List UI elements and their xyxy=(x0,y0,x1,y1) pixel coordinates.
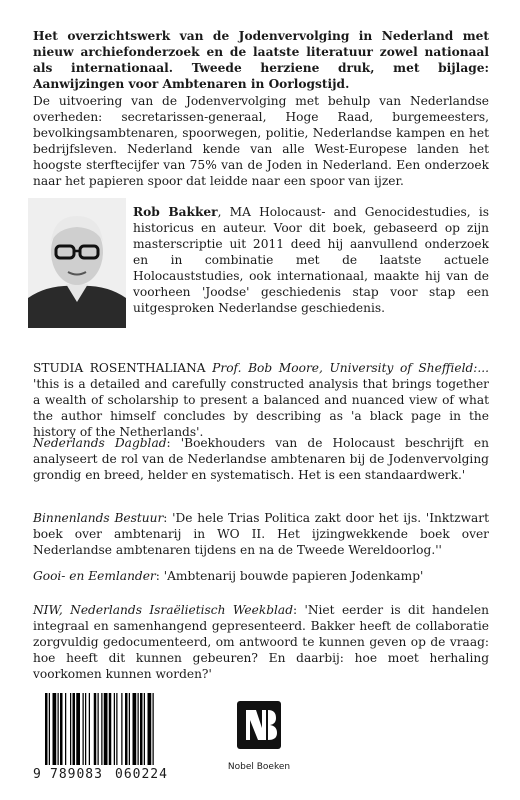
barcode-bar xyxy=(73,693,76,765)
review-quote xyxy=(33,510,489,558)
barcode-bar xyxy=(70,693,71,765)
barcode-bar xyxy=(53,693,57,765)
barcode-bar xyxy=(133,693,137,765)
barcode-bar xyxy=(101,693,102,765)
intro-paragraph: Het overzichtswerk van de Jodenvervolging in Nederland met nieuw archiefonderzoek en de laatste literatuur zowel nationaal als internationaal. Tweede herziene druk, met bijlage: Aanwijzingen voor Ambtenaren in Oorlogstijd. xyxy=(33,29,489,91)
barcode-bar xyxy=(116,693,117,765)
review-text: : 'De hele Trias Politica zakt door het ijs. 'Inktzwart boek over ambtenarij in WO II. Het ijzingwekkende boek over Nederlandse ambtenaren tijdens en na de Tweede Wereldoorlog.'' xyxy=(33,511,489,557)
barcode-bar xyxy=(98,693,99,765)
barcode-bar xyxy=(89,693,90,765)
review-text: : 'Boekhouders van de Holocaust beschrijft en analyseert de rol van de Nederlandse ambtenaren bij de Jodenvervolging grondig en breed, helder en systematisch. Het is een standaardwerk.' xyxy=(33,436,489,482)
barcode-bar xyxy=(60,693,63,765)
barcode-bar xyxy=(85,693,86,765)
review-source: NIW, Nederlands Israëlietisch Weekblad xyxy=(33,603,293,617)
barcode-bar xyxy=(138,693,139,765)
publisher-logo xyxy=(223,700,295,784)
barcode-bar xyxy=(153,693,154,765)
review-source: Nederlands Dagblad xyxy=(33,436,167,450)
isbn-group-left: 789083 xyxy=(50,767,103,782)
isbn-number xyxy=(33,765,185,785)
review-prefix: STUDIA ROSENTHALIANA xyxy=(33,361,213,375)
barcode-bar xyxy=(49,693,50,765)
author-bio-text: , MA Holocaust- and Genocidestudies, is historicus en auteur. Voor dit boek, gebaseerd op zijn masterscriptie uit 2011 deed hij aanvullend onderzoek en in combinatie met de laatste actuele Holocauststudies, ook internationaal, maakte hij van de voorheen 'Joodse' geschiedenis stap voor stap een uitgesproken Nederlandse geschiedenis. xyxy=(133,205,489,315)
barcode-bar xyxy=(104,693,108,765)
barcode-bar xyxy=(45,693,48,765)
author-photo xyxy=(28,198,126,328)
isbn-first-digit: 9 xyxy=(33,767,41,782)
barcode-bar xyxy=(65,693,66,765)
review-text: 'this is a detailed and carefully constructed analysis that brings together a wealth of scholarship to present a balanced and nuanced view of what the author himself concludes by describing as 'a black page in the history of the Netherlands'. xyxy=(33,377,489,439)
review-quote xyxy=(33,360,489,440)
barcode-bar xyxy=(94,693,97,765)
barcode-bar xyxy=(83,693,84,765)
barcode-bar xyxy=(125,693,128,765)
barcode-bar xyxy=(148,693,152,765)
review-text: : 'Ambtenarij bouwde papieren Jodenkamp' xyxy=(155,569,424,583)
publisher-name: Nobel Boeken xyxy=(227,762,291,772)
publisher-logo-icon xyxy=(236,700,282,750)
review-quote xyxy=(33,568,489,584)
author-name: Rob Bakker xyxy=(133,205,218,219)
barcode-bar xyxy=(144,693,145,765)
barcode-bar xyxy=(114,693,115,765)
author-bio xyxy=(133,204,489,316)
barcode-bar xyxy=(140,693,143,765)
isbn-group-right: 060224 xyxy=(115,767,168,782)
description-paragraph: De uitvoering van de Jodenvervolging met behulp van Nederlandse overheden: secretarissen-generaal, Hoge Raad, burgemeesters, bevolkingsambtenaren, spoorwegen, politie, Nederlandse kampen en het bedrijfsleven. Nederland kende van alle West-Europese landen het hoogste sterftecijfer van 75% van de Joden in Nederland. Een onderzoek naar het papieren spoor dat leidde naar een spoor van ijzer. xyxy=(33,94,489,188)
barcode-bar xyxy=(76,693,80,765)
barcode-bar xyxy=(121,693,122,765)
barcode-bar xyxy=(129,693,130,765)
barcode-bar xyxy=(109,693,112,765)
review-text: : 'Niet eerder is dit handelen integraal en samenhangend gepresenteerd. Bakker heeft de collaboratie zorgvuldig gedocumenteerd, om antwoord te kunnen geven op de vraag: hoe heeft dit kunnen gebeuren? En daarbij: hoe moet herhaling voorkomen kunnen worden?' xyxy=(33,603,489,681)
review-source: Prof. Bob Moore, University of Sheffield:... xyxy=(212,361,489,375)
review-quote xyxy=(33,435,489,483)
barcode-bars xyxy=(45,693,181,765)
review-source: Gooi- en Eemlander xyxy=(33,569,156,583)
review-source: Binnenlands Bestuur xyxy=(33,511,164,525)
review-quote xyxy=(33,602,489,682)
barcode-bar xyxy=(58,693,59,765)
isbn-barcode xyxy=(33,693,185,785)
